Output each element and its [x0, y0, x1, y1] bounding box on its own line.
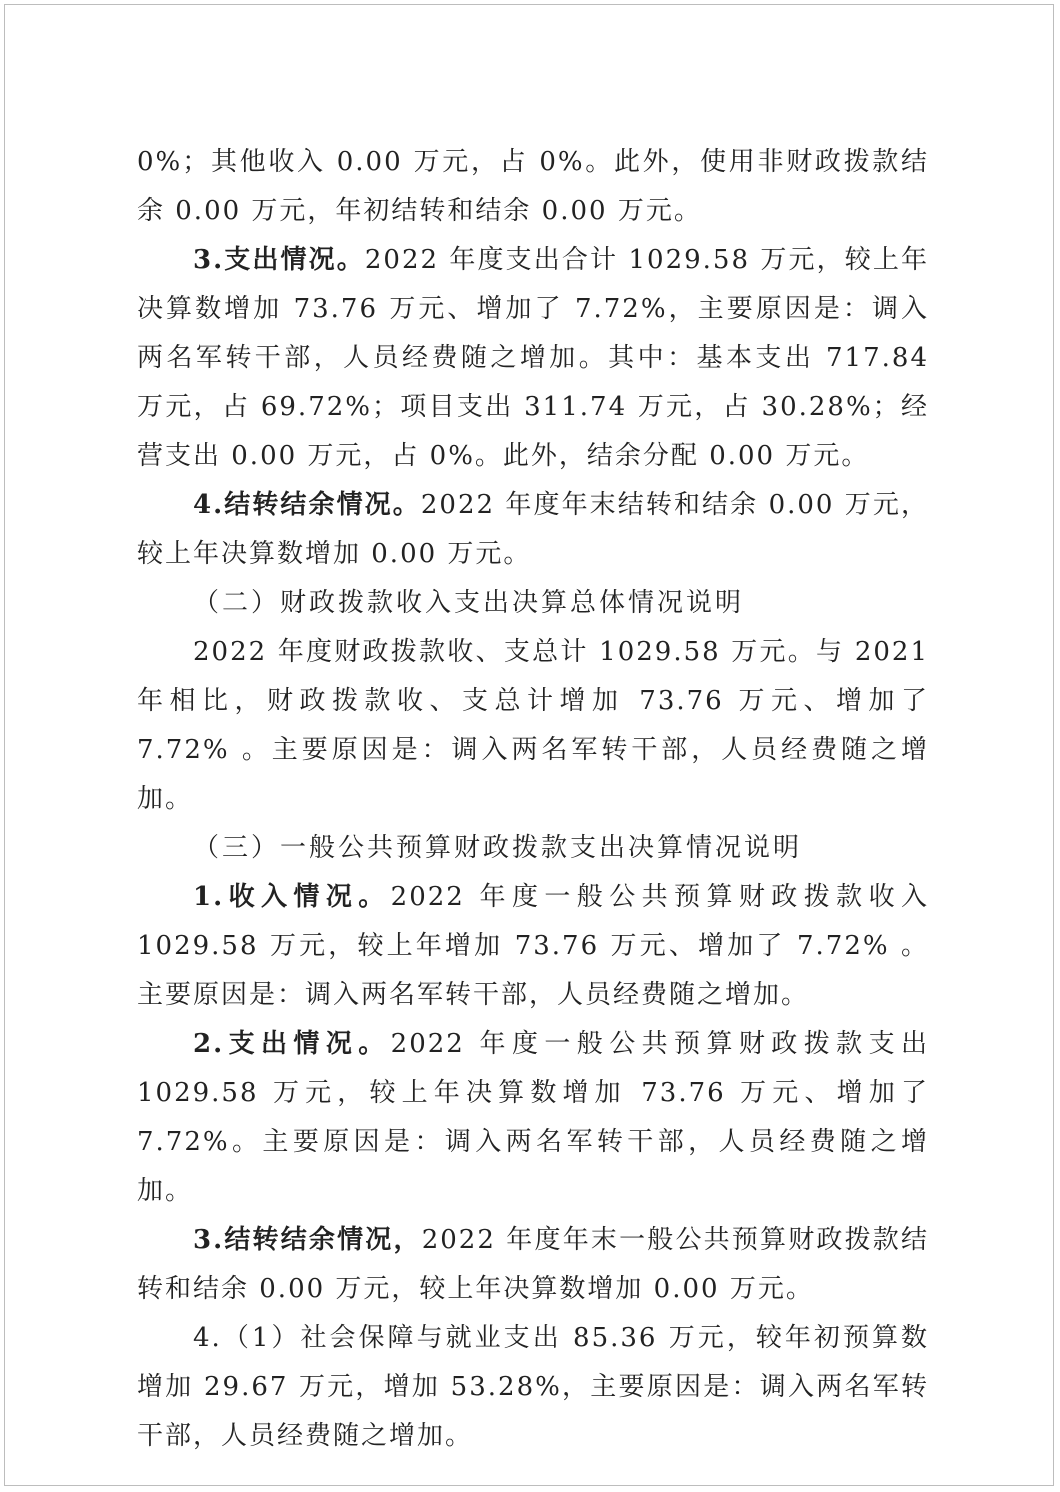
paragraph-other-income: [137, 138, 929, 236]
document-body: [137, 138, 929, 1461]
paragraph-carryover: [137, 481, 929, 579]
paragraph-social-security: [137, 1314, 929, 1461]
section-title-general-budget: [137, 824, 929, 873]
section-title-text: （二）财政拨款收入支出决算总体情况说明: [193, 588, 745, 618]
paragraph-text: 2022 年度一般公共预算财政拨款支出 1029.58 万元，较上年决算数增加 73.76 万元、增加了 7.72%。主要原因是：调入两名军转干部，人员经费随之增加。: [137, 1029, 929, 1206]
paragraph-general-expenditure: [137, 1020, 929, 1216]
paragraph-heading: 3.支出情况。: [193, 245, 365, 275]
paragraph-text: 2022 年度财政拨款收、支总计 1029.58 万元。与 2021 年相比，财政拨款收、支总计增加 73.76 万元、增加了 7.72% 。主要原因是：调入两名军转干部，人员经费随之增加。: [137, 637, 929, 814]
paragraph-text: 2022 年度一般公共预算财政拨款收入 1029.58 万元，较上年增加 73.76 万元、增加了 7.72% 。主要原因是：调入两名军转干部，人员经费随之增加。: [137, 882, 929, 1010]
paragraph-fiscal-overview: [137, 628, 929, 824]
paragraph-heading: 4.结转结余情况。: [193, 490, 421, 520]
paragraph-text: 4.（1）社会保障与就业支出 85.36 万元，较年初预算数增加 29.67 万元，增加 53.28%，主要原因是：调入两名军转干部，人员经费随之增加。: [137, 1323, 929, 1451]
document-page: [4, 4, 1054, 1486]
section-title-fiscal-overview: [137, 579, 929, 628]
paragraph-general-carryover: [137, 1216, 929, 1314]
paragraph-text: 0%；其他收入 0.00 万元，占 0%。此外，使用非财政拨款结余 0.00 万元，年初结转和结余 0.00 万元。: [137, 147, 929, 226]
paragraph-expenditure: [137, 236, 929, 481]
paragraph-text: 2022 年度年末一般公共预算财政拨款结转和结余 0.00 万元，较上年决算数增加 0.00 万元。: [137, 1225, 929, 1304]
paragraph-general-income: [137, 873, 929, 1020]
paragraph-heading: 1.收入情况。: [193, 882, 391, 912]
paragraph-text: 2022 年度支出合计 1029.58 万元，较上年决算数增加 73.76 万元、增加了 7.72%，主要原因是：调入两名军转干部，人员经费随之增加。其中：基本支出 717.84 万元，占 69.72%；项目支出 311.74 万元，占 30.28%；经营支出 0.00 万元，占 0%。此外，结余分配 0.00 万元。: [137, 245, 929, 471]
paragraph-heading: 3.结转结余情况，: [193, 1225, 422, 1255]
paragraph-heading: 2.支出情况。: [193, 1029, 391, 1059]
paragraph-text: 2022 年度年末结转和结余 0.00 万元，较上年决算数增加 0.00 万元。: [137, 490, 929, 569]
section-title-text: （三）一般公共预算财政拨款支出决算情况说明: [193, 833, 803, 863]
